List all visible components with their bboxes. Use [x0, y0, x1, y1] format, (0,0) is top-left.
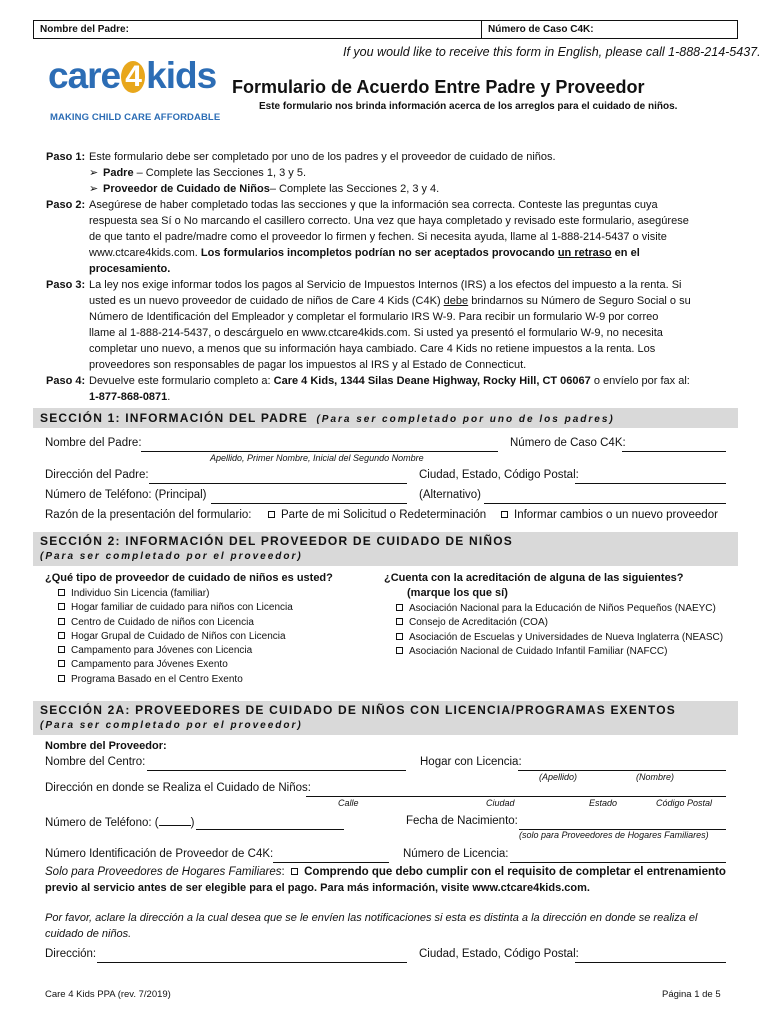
header-parent-name-label: Nombre del Padre:	[40, 24, 129, 35]
section2-title: SECCIÓN 2: INFORMACIÓN DEL PROVEEDOR DE CUIDADO DE NIÑOS	[40, 534, 514, 548]
s1-alt-phone-label: (Alternativo)	[419, 489, 481, 501]
s2a-calle-hint: Calle	[338, 798, 359, 808]
s1-city-field[interactable]	[575, 483, 726, 484]
logo-care: care	[48, 55, 121, 96]
s2-accred-item[interactable]: Asociación Nacional de Cuidado Infantil Familiar (NAFCC)	[396, 645, 723, 659]
step2-bold2: en el	[611, 247, 640, 259]
s1-address-field[interactable]	[149, 483, 407, 484]
s2-type-item[interactable]: Programa Basado en el Centro Exento	[58, 673, 293, 687]
s2a-center-name-field[interactable]	[147, 770, 406, 771]
step4-line: Devuelve este formulario completo a:	[89, 375, 274, 387]
step1-label: Paso 1:	[46, 151, 86, 163]
s2-question-type: ¿Qué tipo de proveedor de cuidado de niños es usted?	[45, 572, 333, 584]
step3-line: usted es un nuevo proveedor de cuidado de niños de Care 4 Kids (C4K)	[89, 295, 444, 307]
step2-bold: Los formularios incompletos podrían no ser aceptados provocando	[200, 247, 558, 259]
s2-type-item[interactable]: Individuo Sin Licencia (familiar)	[58, 587, 293, 601]
s2a-nombre-hint: (Nombre)	[636, 772, 675, 782]
s2a-ciudad-hint: Ciudad	[486, 798, 515, 808]
s1-name-hint: Apellido, Primer Nombre, Inicial del Segundo Nombre	[210, 453, 424, 463]
logo-tagline: MAKING CHILD CARE AFFORDABLE	[50, 112, 221, 123]
page-title: Formulario de Acuerdo Entre Padre y Proveedor	[232, 77, 645, 97]
step1-b2-bold: Proveedor de Cuidado de Niños	[103, 183, 270, 195]
english-notice: If you would like to receive this form in English, please call 1-888-214-5437.	[343, 45, 761, 59]
s2a-address-field[interactable]	[97, 962, 407, 963]
s1-parent-name-label: Nombre del Padre:	[45, 437, 142, 449]
s2a-estado-hint: Estado	[589, 798, 618, 808]
footer-page-number: Página 1 de 5	[662, 989, 721, 1000]
step2-line: www.ctcare4kids.com.	[89, 247, 201, 259]
page-subtitle: Este formulario nos brinda información acerca de los arreglos para el cuidado de niños.	[259, 101, 678, 112]
step2-label: Paso 2:	[46, 199, 86, 211]
s2a-codigo-hint: Código Postal	[656, 798, 713, 808]
step2-underline: un retraso	[557, 247, 612, 259]
s1-parent-name-field[interactable]	[141, 451, 498, 452]
s1-phone-field[interactable]	[211, 503, 407, 504]
s2-provider-type-list	[58, 587, 293, 687]
step2-line: respuesta sea Sí o No marcando el casillero correcto. Una vez que haya completado y revisado este formulario, asegúrese	[89, 215, 689, 227]
header-case-number-label: Número de Caso C4K:	[488, 24, 594, 35]
section2a-subtitle: (Para ser completado por el proveedor)	[40, 720, 303, 731]
arrow-bullet-icon: ➢	[89, 167, 99, 179]
s2a-c4k-id-field[interactable]	[273, 862, 389, 863]
section2-subtitle: (Para ser completado por el proveedor)	[40, 551, 303, 562]
step4-fax: 1-877-868-0871	[89, 391, 168, 403]
step3-line: proveedores son responsables de pagar los impuestos al IRS y al Estado de Connecticut.	[89, 359, 527, 371]
arrow-bullet-icon: ➢	[89, 183, 99, 195]
step1-b2-rest: – Complete las Secciones 2, 3 y 4.	[269, 183, 440, 195]
s2a-c4k-id-label: Número Identificación de Proveedor de C4K:	[45, 848, 274, 860]
header-table	[33, 20, 738, 39]
step3-underline: debe	[443, 295, 469, 307]
section1-title: SECCIÓN 1: INFORMACIÓN DEL PADRE	[40, 411, 308, 425]
checkbox[interactable]	[396, 647, 403, 654]
logo-kids: kids	[146, 55, 217, 96]
s2-type-item[interactable]: Hogar Grupal de Cuidado de Niños con Licencia	[58, 630, 293, 644]
s2-type-item[interactable]: Hogar familiar de cuidado para niños con Licencia	[58, 601, 293, 615]
checkbox[interactable]	[396, 604, 403, 611]
s1-case-number-field[interactable]	[622, 451, 726, 452]
step3-label: Paso 3:	[46, 279, 86, 291]
s2a-apellido-hint: (Apellido)	[539, 772, 578, 782]
step1-b1-bold: Padre	[103, 167, 134, 179]
s2a-center-name-label: Nombre del Centro:	[45, 756, 146, 768]
s2a-license-number-label: Número de Licencia:	[403, 848, 509, 860]
s2a-dob-label: Fecha de Nacimiento:	[406, 815, 518, 827]
s2a-area-code-field[interactable]	[159, 815, 191, 826]
s1-opt1-text: Parte de mi Solicitud o Redeterminación	[281, 509, 487, 521]
step3-line: llame al 1-888-214-5437, o descárguelo en www.ctcare4kids.com. Si usted ya presentó el formulario W-9, no necesita	[89, 327, 663, 339]
checkbox[interactable]	[58, 675, 65, 682]
s2a-notice-line1: Por favor, aclare la dirección a la cual desea que se le envíen las notificaciones si esta es distinta a la dirección en donde se realiza el	[45, 912, 698, 924]
s2-accreditation-list	[396, 602, 723, 659]
s2-accred-item[interactable]: Asociación Nacional para la Educación de Niños Pequeños (NAEYC)	[396, 602, 723, 616]
logo-four: 4	[121, 61, 145, 93]
s2a-licensed-home-field[interactable]	[518, 770, 726, 771]
step2-line: procesamiento.	[89, 263, 171, 275]
s2a-address-label: Dirección:	[45, 948, 97, 960]
checkbox[interactable]	[396, 633, 403, 640]
checkbox[interactable]	[58, 589, 65, 596]
s2-accred-item[interactable]: Asociación de Escuelas y Universidades de Nueva Inglaterra (NEASC)	[396, 631, 723, 645]
section1-subtitle: (Para ser completado por uno de los padres)	[316, 414, 615, 425]
section1-header	[33, 408, 738, 428]
checkbox[interactable]	[58, 660, 65, 667]
checkbox[interactable]	[501, 511, 508, 518]
step3-line: Número de Identificación del Empleador y completar el formulario IRS W-9. Para recibir un formulario W-9 por correo	[89, 311, 659, 323]
s1-phone-label: Número de Teléfono: (Principal)	[45, 489, 207, 501]
s1-opt2-text: Informar cambios o un nuevo proveedor	[514, 509, 718, 521]
s2a-care-address-field[interactable]	[306, 796, 726, 797]
s2-type-item[interactable]: Campamento para Jóvenes con Licencia	[58, 644, 293, 658]
step3-line: completar uno nuevo, a menos que su información haya cambiado. Care 4 Kids no retiene impuestos a la renta. Los	[89, 343, 656, 355]
s2a-dob-hint: (solo para Proveedores de Hogares Familiares)	[519, 830, 709, 840]
step4-line: o envíelo por fax al:	[590, 375, 690, 387]
s2-question-accreditation: ¿Cuenta con la acreditación de alguna de las siguientes?	[384, 572, 684, 584]
footer-left: Care 4 Kids PPA (rev. 7/2019)	[45, 989, 171, 1000]
s1-case-number-label: Número de Caso C4K:	[510, 437, 626, 449]
s2a-license-number-field[interactable]	[510, 862, 726, 863]
s2a-licensed-home-label: Hogar con Licencia:	[420, 756, 522, 768]
step1-b1-rest: – Complete las Secciones 1, 3 y 5.	[133, 167, 307, 179]
s2a-care-address-label: Dirección en donde se Realiza el Cuidado de Niños:	[45, 782, 311, 794]
s2a-phone-field[interactable]	[196, 829, 344, 830]
s2-type-item[interactable]: Campamento para Jóvenes Exento	[58, 658, 293, 672]
s1-reason-label: Razón de la presentación del formulario:	[45, 509, 252, 521]
step4-label: Paso 4:	[46, 375, 86, 387]
s2a-city-label: Ciudad, Estado, Código Postal:	[419, 948, 579, 960]
s2-question-accreditation-hint: (marque los que sí)	[407, 587, 508, 599]
s1-address-label: Dirección del Padre:	[45, 469, 149, 481]
step1-text: Este formulario debe ser completado por uno de los padres y el proveedor de cuidado de niños.	[89, 151, 556, 163]
step2-line: de que tanto el padre/madre como el proveedor lo firmen y fechen. Si necesita ayuda, llame al 1-888-214-5437 o visite	[89, 231, 667, 243]
s1-alt-phone-field[interactable]	[484, 503, 726, 504]
s2a-phone-label: Número de Teléfono: ( )	[45, 817, 195, 829]
step3-line: brindarnos su Número de Seguro Social o su	[468, 295, 691, 307]
checkbox[interactable]	[58, 618, 65, 625]
step3-line: La ley nos exige informar todos los pagos al Servicio de Impuestos Internos (IRS) a los efectos del impuesto a la renta. Si	[89, 279, 682, 291]
s1-reason-option-2[interactable]	[501, 509, 718, 521]
checkbox[interactable]	[268, 511, 275, 518]
checkbox[interactable]	[396, 618, 403, 625]
section2a-header	[33, 701, 738, 735]
s2a-provider-name: Nombre del Proveedor:	[45, 740, 167, 752]
checkbox[interactable]	[58, 603, 65, 610]
section2a-title: SECCIÓN 2A: PROVEEDORES DE CUIDADO DE NIÑOS CON LICENCIA/PROGRAMAS EXENTOS	[40, 703, 676, 717]
care4kids-logo	[48, 55, 221, 128]
s2a-city-field[interactable]	[575, 962, 726, 963]
s2-accred-item[interactable]: Consejo de Acreditación (COA)	[396, 616, 723, 630]
step2-line: Asegúrese de haber completado todas las secciones y que la información sea correcta. Conteste las preguntas cuya	[89, 199, 658, 211]
s1-city-label: Ciudad, Estado, Código Postal:	[419, 469, 579, 481]
checkbox[interactable]	[58, 632, 65, 639]
checkbox[interactable]	[58, 646, 65, 653]
steps-block	[46, 149, 736, 405]
s2a-notice-line2: cuidado de niños.	[45, 928, 132, 940]
checkbox[interactable]	[291, 868, 298, 875]
s2-type-item[interactable]: Centro de Cuidado de niños con Licencia	[58, 616, 293, 630]
section2-header	[33, 532, 738, 566]
step4-period: .	[167, 391, 171, 403]
s2a-training-line2: previo al servicio antes de ser elegible para el pago. Para más información, visite www.ctcare4kids.com.	[45, 882, 590, 894]
s2a-training-line1: Solo para Proveedores de Hogares Familiares: Comprendo que debo cumplir con el requisito de completar el entrenamiento	[45, 866, 726, 878]
step4-address: Care 4 Kids, 1344 Silas Deane Highway, Rocky Hill, CT 06067	[273, 375, 591, 387]
s1-reason-option-1[interactable]	[268, 509, 486, 521]
